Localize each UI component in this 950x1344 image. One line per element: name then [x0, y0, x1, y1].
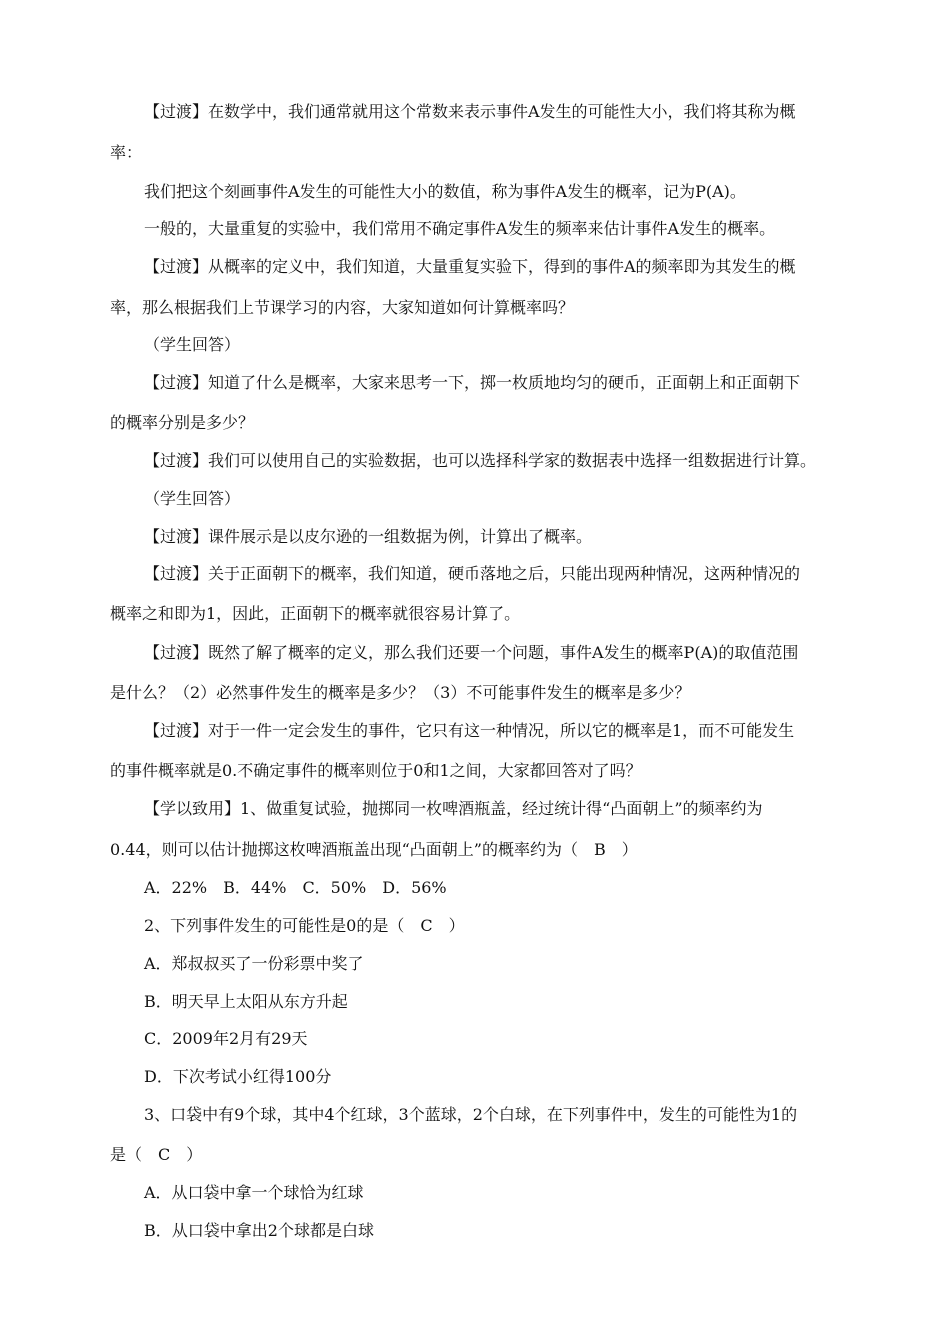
paragraph-line: 的事件概率就是0.不确定事件的概率则位于0和1之间，大家都回答对了吗？: [110, 761, 642, 780]
answer-option: A．郑叔叔买了一份彩票中奖了: [144, 954, 364, 973]
paragraph-line: （学生回答）: [144, 489, 241, 508]
paragraph-line: （学生回答）: [144, 335, 241, 354]
paragraph-line: 【学以致用】1、做重复试验，抛掷同一枚啤酒瓶盖，经过统计得“凸面朝上”的频率约为: [144, 799, 763, 818]
paragraph-line: 概率之和即为1，因此，正面朝下的概率就很容易计算了。: [110, 604, 521, 623]
paragraph-line: 我们把这个刻画事件A发生的可能性大小的数值，称为事件A发生的概率，记为P(A)。: [144, 182, 746, 201]
paragraph-line: 【过渡】课件展示是以皮尔逊的一组数据为例，计算出了概率。: [144, 527, 593, 546]
paragraph-line: 率，那么根据我们上节课学习的内容，大家知道如何计算概率吗？: [110, 298, 575, 317]
paragraph-line: 【过渡】从概率的定义中，我们知道，大量重复实验下，得到的事件A的频率即为其发生的概: [144, 257, 796, 276]
question-line: 2、下列事件发生的可能性是0的是（ C ）: [144, 916, 465, 935]
paragraph-line: 【过渡】既然了解了概率的定义，那么我们还要一个问题，事件A发生的概率P(A)的取值范围: [144, 643, 799, 662]
paragraph-line: 【过渡】在数学中，我们通常就用这个常数来表示事件A发生的可能性大小，我们将其称为概: [144, 102, 796, 121]
question-line: 3、口袋中有9个球，其中4个红球，3个蓝球，2个白球，在下列事件中，发生的可能性为1的: [144, 1105, 798, 1124]
paragraph-line: 【过渡】知道了什么是概率，大家来思考一下，掷一枚质地均匀的硬币，正面朝上和正面朝下: [144, 373, 801, 392]
paragraph-line: 【过渡】我们可以使用自己的实验数据，也可以选择科学家的数据表中选择一组数据进行计算。: [144, 451, 817, 470]
answer-option: A．从口袋中拿一个球恰为红球: [144, 1183, 364, 1202]
paragraph-line: 率：: [110, 143, 143, 162]
paragraph-line: 是什么？（2）必然事件发生的概率是多少？（3）不可能事件发生的概率是多少？: [110, 683, 691, 702]
answer-option: B．从口袋中拿出2个球都是白球: [144, 1221, 374, 1240]
answer-options: A．22% B．44% C．50% D．56%: [144, 878, 447, 897]
paragraph-line: 【过渡】对于一件一定会发生的事件，它只有这一种情况，所以它的概率是1，而不可能发生: [144, 721, 795, 740]
paragraph-line: 0.44，则可以估计抛掷这枚啤酒瓶盖出现“凸面朝上”的概率约为（ B ）: [110, 840, 638, 859]
question-line: 是（ C ）: [110, 1145, 203, 1164]
paragraph-line: 【过渡】关于正面朝下的概率，我们知道，硬币落地之后，只能出现两种情况，这两种情况的: [144, 564, 801, 583]
paragraph-line: 一般的，大量重复的实验中，我们常用不确定事件A发生的频率来估计事件A发生的概率。: [144, 219, 776, 238]
answer-option: B．明天早上太阳从东方升起: [144, 992, 348, 1011]
answer-option: C．2009年2月有29天: [144, 1029, 308, 1048]
paragraph-line: 的概率分别是多少？: [110, 413, 255, 432]
answer-option: D．下次考试小红得100分: [144, 1067, 332, 1086]
